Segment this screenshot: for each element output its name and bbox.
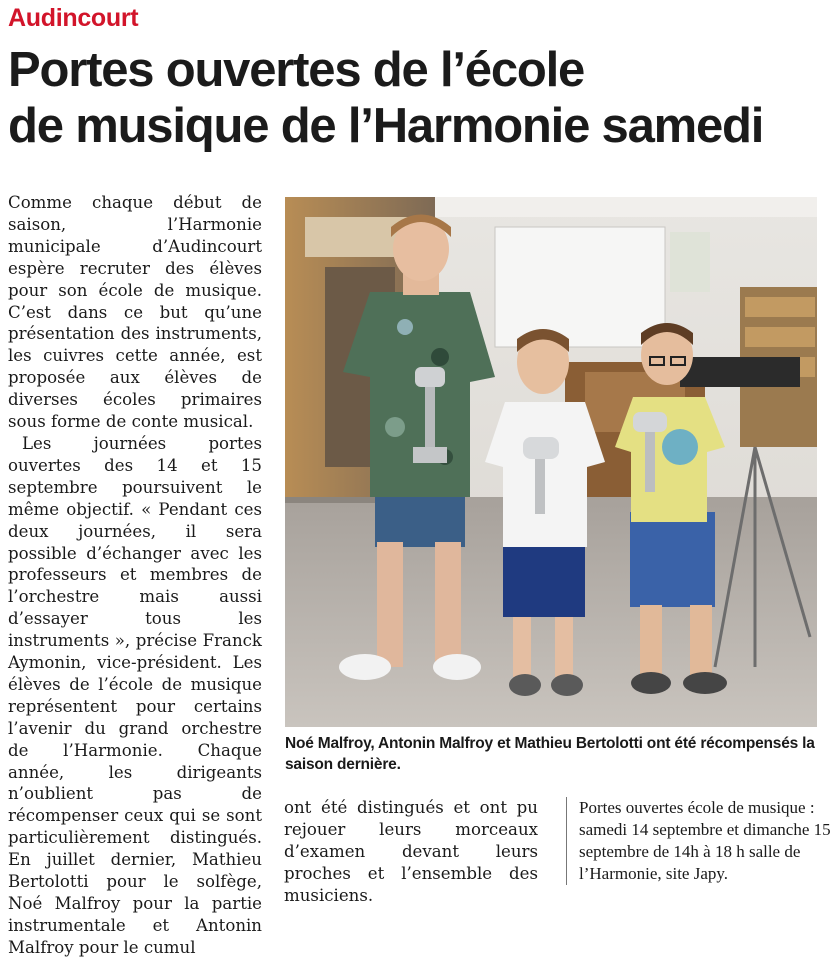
photo-caption: Noé Malfroy, Antonin Malfroy et Mathieu Bertolotti ont été récompensés la saison dernière. bbox=[285, 735, 815, 773]
info-box bbox=[566, 797, 837, 885]
headline bbox=[8, 42, 833, 154]
article-paragraph-2: Les journées portes ouvertes des 14 et 15 septembre poursuivent le même objectif. « Pendant ces deux journées, il sera possible d’échanger avec les professeurs et membres de l’orchestre mais aussi d’essayer tous les instruments », précise Franck Aymonin, vice-président. Les élèves de l’école de musique représentent pour certains l’avenir du grand orchestre de l’Harmonie. Chaque année, les dirigeants n’oublient pas de récompenser ceux qui se sont particulièrement distingués. En juillet dernier, Mathieu Bertolotti pour le solfège, Noé Malfroy pour la partie instrumentale et Antonin Malfroy pour le cumul bbox=[8, 433, 262, 957]
section-kicker: Audincourt bbox=[8, 4, 139, 32]
article-column-1 bbox=[8, 192, 262, 959]
article-continuation: ont été distingués et ont pu rejouer leurs morceaux d’examen devant leurs proches et l’ensemble des musiciens. bbox=[284, 798, 538, 905]
photo bbox=[285, 197, 817, 727]
article-paragraph-1: Comme chaque début de saison, l’Harmonie municipale d’Audincourt espère recruter des élèves pour son école de musique. C’est dans ce but qu’une présentation des instruments, les cuivres cette année, est proposée aux élèves de diverses écoles primaires sous forme de conte musical. bbox=[8, 193, 262, 432]
headline-line-1: Portes ouvertes de l’école bbox=[8, 43, 585, 97]
info-box-text: Portes ouvertes école de musique : samedi 14 septembre et dimanche 15 septembre de 14h à 18 h salle de l’Harmonie, site Japy. bbox=[579, 798, 831, 883]
article-column-2 bbox=[284, 797, 538, 907]
headline-line-2: de musique de l’Harmonie samedi bbox=[8, 99, 764, 153]
